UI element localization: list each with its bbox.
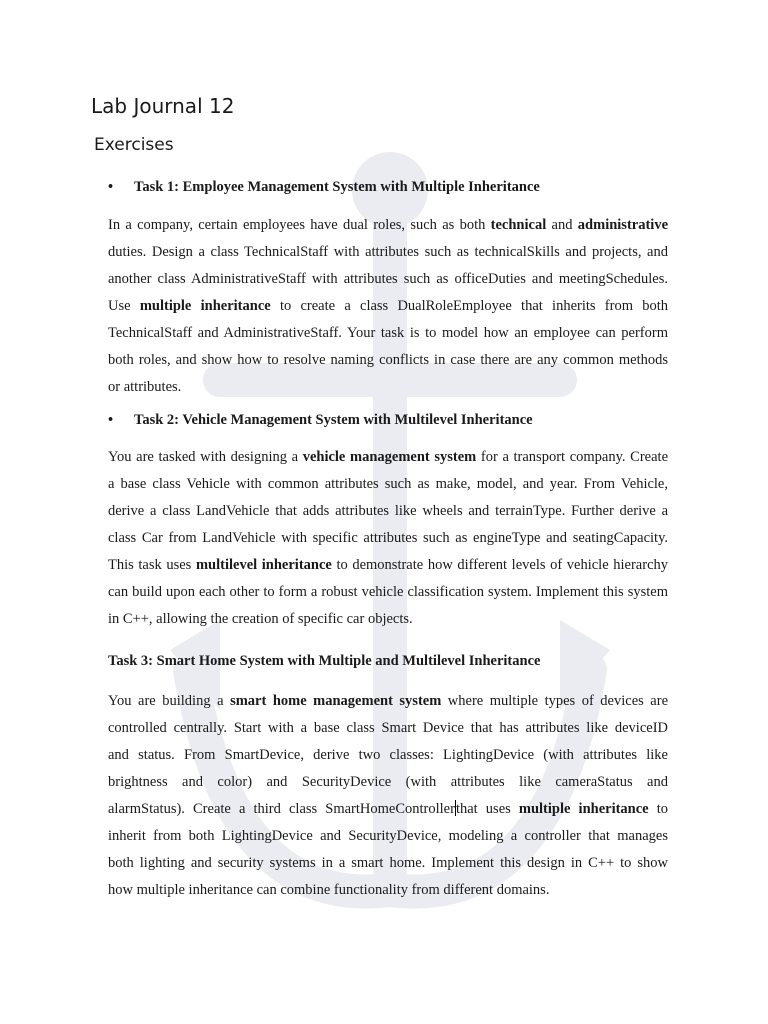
paragraph-line: and status. From SmartDevice, derive two classes: LightingDevice (with attributes like [108,747,668,763]
paragraph-line: both roles, and show how to resolve naming conflicts in case there are any common methods [108,352,668,368]
task-2-paragraph [108,444,668,633]
paragraph-line: another class AdministrativeStaff with attributes such as officeDuties and meetingSchedules. [108,271,668,287]
paragraph-line: a base class Vehicle with common attributes such as make, model, and year. From Vehicle, [108,476,668,492]
paragraph-line: derive a class LandVehicle that adds attributes like wheels and terrainType. Further derive a [108,503,668,519]
bullet-icon: • [108,412,114,428]
paragraph-line: TechnicalStaff and AdministrativeStaff. Your task is to model how an employee can perform [108,325,668,341]
task-3-paragraph [108,688,668,904]
paragraph-line: both lighting and security systems in a smart home. Implement this design in C++ to show [108,855,668,871]
paragraph-line: This task uses multilevel inheritance to demonstrate how different levels of vehicle hierarchy [108,557,669,573]
paragraph-line: or attributes. [108,379,182,395]
paragraph-line: inherit from both LightingDevice and SecurityDevice, modeling a controller that manages [108,828,668,844]
paragraph-line: how multiple inheritance can combine functionality from different domains. [108,882,550,898]
task-3-heading: Task 3: Smart Home System with Multiple and Multilevel Inheritance [108,653,541,669]
paragraph-line: Use multiple inheritance to create a class DualRoleEmployee that inherits from both [108,298,668,314]
paragraph-line: can build upon each other to form a robust vehicle classification system. Implement this system [108,584,668,600]
task-1-paragraph [108,212,668,401]
task-1-heading [108,179,540,196]
paragraph-line: in C++, allowing the creation of specific car objects. [108,611,413,627]
paragraph-line: You are building a smart home management system where multiple types of devices are [108,693,668,709]
paragraph-line: duties. Design a class TechnicalStaff with attributes such as technicalSkills and projects, and [108,244,668,260]
bullet-icon: • [108,179,114,195]
task-1-heading-text: Task 1: Employee Management System with Multiple Inheritance [134,179,540,195]
section-heading: Exercises [94,135,174,155]
page-title: Lab Journal 12 [91,94,235,118]
paragraph-line: controlled centrally. Start with a base class Smart Device that has attributes like deviceID [108,720,668,736]
paragraph-line: class Car from LandVehicle with specific attributes such as engineType and seatingCapacity. [108,530,668,546]
paragraph-line: In a company, certain employees have dual roles, such as both technical and administrative [108,217,669,233]
paragraph-line: brightness and color) and SecurityDevice (with attributes like cameraStatus and [108,774,668,790]
task-2-heading [108,412,533,429]
paragraph-line: alarmStatus). Create a third class SmartHomeControllerthat uses multiple inheritance to [108,801,668,817]
task-2-heading-text: Task 2: Vehicle Management System with Multilevel Inheritance [134,412,533,428]
paragraph-line: You are tasked with designing a vehicle management system for a transport company. Create [108,449,669,465]
